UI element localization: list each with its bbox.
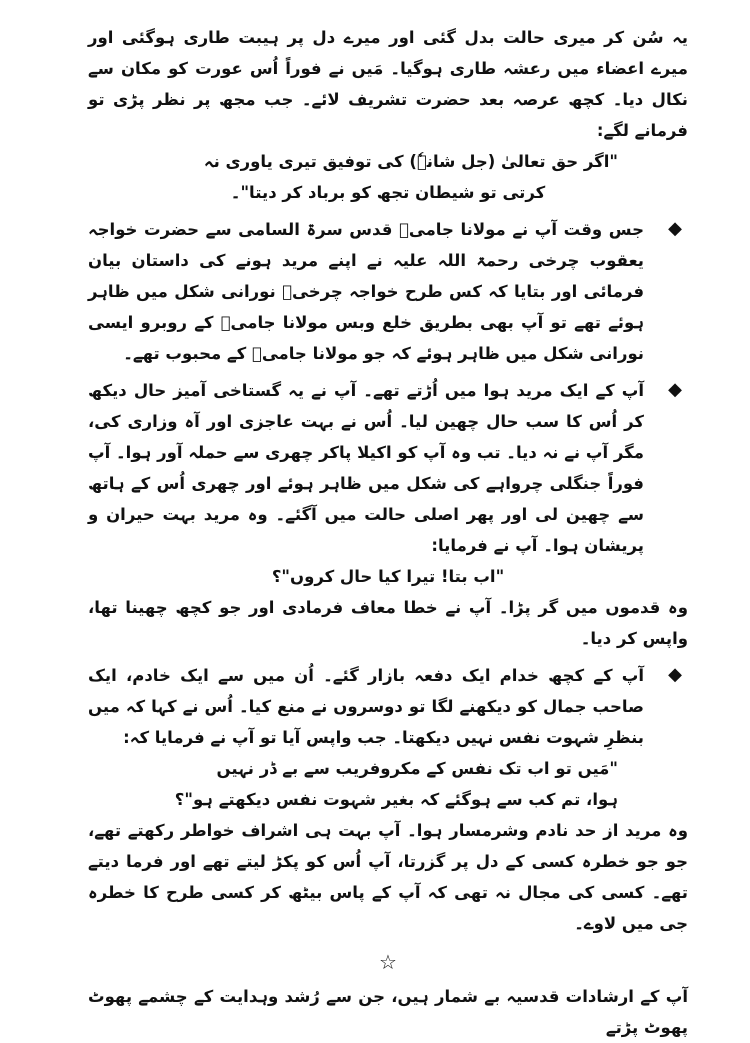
bullet-icon: ◆ <box>668 664 682 685</box>
paragraph-sayings: آپ کے ارشادات قدسیہ بے شمار ہیں، جن سے رُشد وہدایت کے چشمے پھوٹ پھوٹ پڑتے <box>88 987 688 1037</box>
star-icon: ☆ <box>379 950 397 974</box>
paragraph-flying-disciple <box>88 375 688 561</box>
quote-line: "مَیں تو اب تک نفس کے مکروفریب سے بے ڈر نہیں <box>216 759 618 778</box>
quote-line: کرتی تو شیطان تجھ کو برباد کر دیتا"۔ <box>230 183 546 202</box>
quote-line: "اب بتا! تیرا کیا حال کروں"؟ <box>271 567 505 586</box>
quote-line: "اگر حق تعالیٰ (جل شانہٗ) کی توفیق تیری یاوری نہ <box>203 152 618 171</box>
paragraph-text: آپ کے کچھ خدام ایک دفعہ بازار گئے۔ اُن میں سے ایک خادم، ایک صاحب جمال کو دیکھنے لگا تو دوسروں نے منع کیا۔ اُس نے کہا کہ میں بنظرِ شہوت نفس نہیں دیکھتا۔ جب واپس آیا تو آپ نے فرمایا کہ: <box>88 666 644 747</box>
paragraph-intro: یہ سُن کر میری حالت بدل گئی اور میرے دل پر ہیبت طاری ہوگئی اور میرے اعضاء میں رعشہ طاری ہوگیا۔ مَیں نے فوراً اُس عورت کو مکان سے نکال دیا۔ کچھ عرصہ بعد حضرت تشریف لائے۔ جب مجھ پر نظر پڑی تو فرمانے لگے: <box>88 28 688 140</box>
paragraph-insight: وہ مرید از حد نادم وشرمسار ہوا۔ آپ بہت ہی اشراف خواطر رکھتے تھے، جو جو خطرہ کسی کے دل پر گزرتا، آپ اُس کو پکڑ لیتے تھے اور فرما دیتے تھے۔ کسی کی مجال نہ تھی کہ آپ کے پاس بیٹھ کر کسی طرح کا خطرہ جی میں لاوے۔ <box>88 821 688 933</box>
paragraph-forgiveness: وہ قدموں میں گر پڑا۔ آپ نے خطا معاف فرمادی اور جو کچھ چھینا تھا، واپس کر دیا۔ <box>88 598 688 648</box>
bullet-icon: ◆ <box>668 218 682 239</box>
document-page <box>88 22 688 1043</box>
paragraph-text: آپ کے ایک مرید ہوا میں اُڑتے تھے۔ آپ نے یہ گستاخی آمیز حال دیکھ کر اُس کا سب حال چھین لیا۔ اُس نے بہت عاجزی اور آہ وزاری کی، مگر آپ نے نہ دیا۔ تب وہ آپ کو اکیلا پاکر چھری سے حملہ آور ہوا۔ آپ فوراً جنگلی چرواہے کی شکل میں ظاہر ہوئے اور چھری اُس کے ہاتھ سے چھین لی اور پھر اصلی حالت میں آگئے۔ وہ مرید بہت حیران و پریشان ہوا۔ آپ نے فرمایا: <box>88 381 644 555</box>
paragraph-jami <box>88 214 688 369</box>
quote-line: ہوا، تم کب سے ہوگئے کہ بغیر شہوت نفس دیکھتے ہو"؟ <box>174 790 618 809</box>
paragraph-servants <box>88 660 688 753</box>
paragraph-text: جس وقت آپ نے مولانا جامیؒ قدس سرۃ السامی سے حضرت خواجہ یعقوب چرخی رحمۃ اللہ علیہ نے اپنے مرید ہونے کی داستان بیان فرمائی اور بتایا کہ کس طرح خواجہ چرخیؒ نورانی شکل میں ظاہر ہوئے تھے تو آپ بھی بطریق خلع وبس مولانا جامیؒ کے روبرو ایسی نورانی شکل میں ظاہر ہوئے کہ جو مولانا جامیؒ کے محبوب تھے۔ <box>88 220 644 363</box>
bullet-icon: ◆ <box>668 379 682 400</box>
